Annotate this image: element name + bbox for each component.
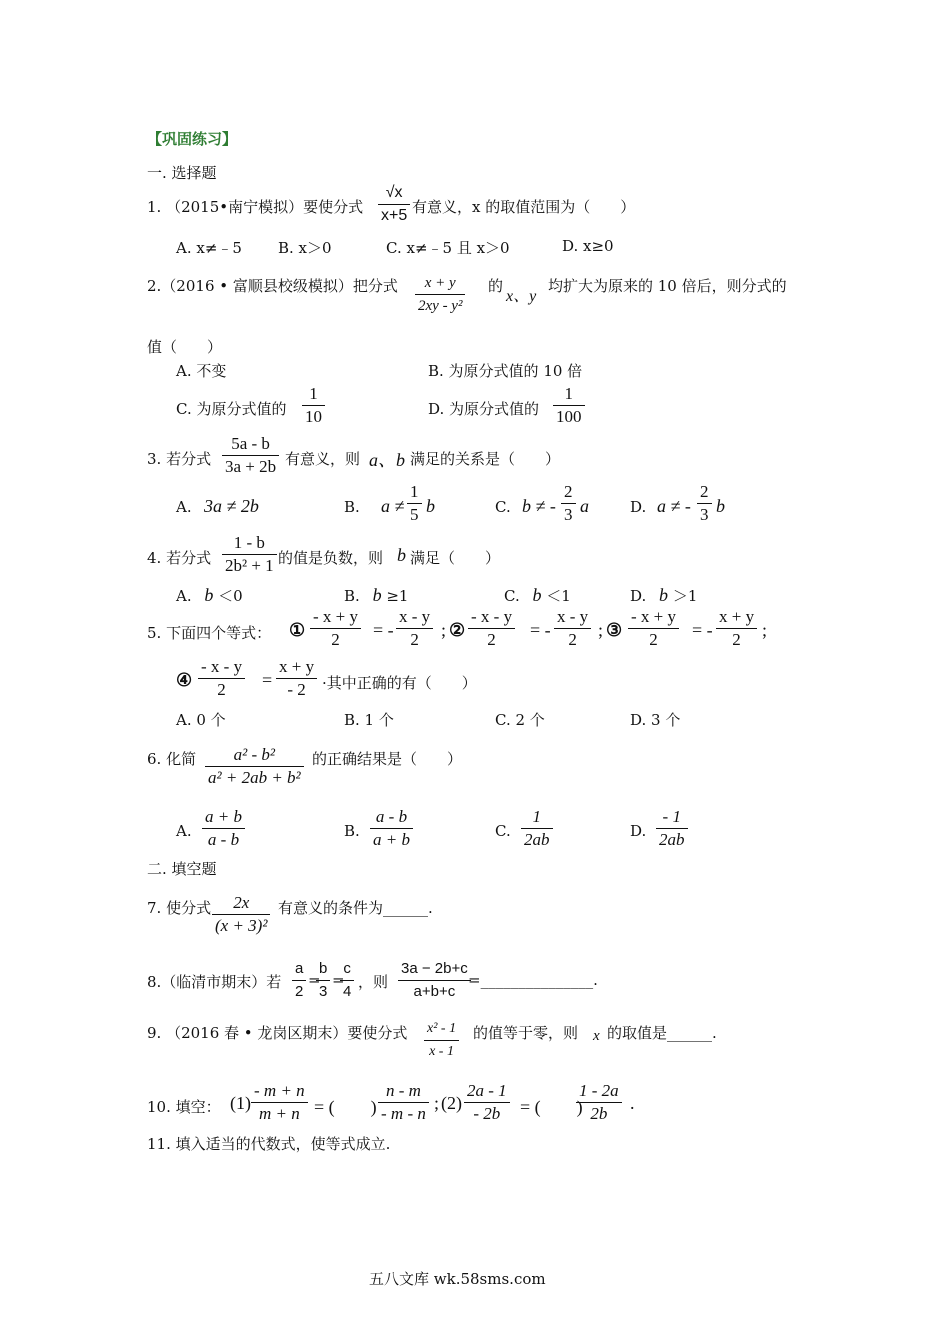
frac-num: 1 - b [233, 533, 265, 552]
q5-eq1-right [396, 606, 433, 651]
frac-den: 5 [410, 505, 419, 524]
frac-den: - m - n [381, 1104, 426, 1123]
q6-option-d-label: D. [630, 822, 647, 840]
q2-stem: 2.（2016 • 富顺县校级模拟）把分式 [147, 277, 398, 295]
q5-stem: 5. 下面四个等式： [147, 624, 272, 642]
q7-stem: 7. 使分式 [147, 899, 212, 917]
frac-num: 3a − 2b+c [401, 960, 468, 977]
option-rel: ＜1 [546, 587, 571, 605]
q3-option-b-post: b [426, 496, 435, 516]
q2-option-b: B. 为原分式值的 10 倍 [428, 362, 583, 380]
q4-option-b [344, 585, 408, 606]
q6-stem: 6. 化简 [147, 750, 197, 768]
q2-option-d: D. 为原分式值的 [428, 400, 540, 418]
q6-stem-tail: 的正确结果是（ ） [312, 750, 463, 768]
q3-stem-tail: 满足的关系是（ ） [410, 450, 561, 468]
frac-den: 100 [556, 407, 582, 426]
frac-den: 2 [487, 630, 496, 649]
q8-stem: 8.（临清市期末）若 [147, 973, 282, 991]
frac-den: m + n [258, 1104, 300, 1123]
frac-num: n - m [385, 1081, 421, 1100]
q3-vars: a、b [369, 450, 405, 470]
frac-den: 2b² + 1 [225, 556, 274, 575]
q2-option-c-fraction [302, 383, 325, 428]
option-var: b [204, 585, 214, 605]
q5-eq2-right [554, 606, 591, 651]
q4-option-a [176, 585, 243, 606]
q10-part2: (2) [441, 1093, 462, 1113]
q1-stem-tail: 有意义，x 的取值范围为（ ） [412, 198, 636, 216]
q10-eq-blank-1: = ( ) [314, 1097, 377, 1117]
q2-vars: x、y [506, 288, 537, 305]
q4-option-c [504, 585, 571, 606]
frac-den: a² + 2ab + b² [208, 768, 301, 787]
q5-eq4-right [276, 656, 317, 701]
q8-frac-c [340, 958, 354, 1003]
q3-option-d-label: D. [630, 498, 647, 516]
q4-fraction [222, 532, 277, 577]
q8-eq: = [308, 971, 321, 989]
q3-option-d-post: b [716, 496, 725, 516]
q2-frac-num: x + y [424, 275, 456, 291]
q2-stem-line2: 值（ ） [147, 338, 223, 356]
q3-option-a-expr: 3a ≠ 2b [204, 496, 259, 516]
frac-num: x + y [279, 657, 315, 676]
frac-num: c [343, 960, 351, 977]
q5-option-b: B. 1 个 [344, 711, 394, 729]
frac-num: x² - 1 [427, 1021, 457, 1036]
q6-option-c-label: C. [495, 822, 511, 840]
q10-frac-a [251, 1080, 308, 1125]
frac-num: x - y [557, 607, 589, 626]
q10-frac-b [378, 1080, 429, 1125]
option-var: b [372, 585, 382, 605]
q10-eq-blank-2: = ( ) [520, 1097, 583, 1117]
option-label: B. [344, 587, 360, 605]
frac-num: - m + n [254, 1081, 305, 1100]
q8-frac-b [316, 958, 330, 1003]
frac-den: 2 [331, 630, 340, 649]
frac-den: 2ab [524, 830, 550, 849]
q2-frac-den: 2xy - y² [418, 298, 463, 314]
q1-fraction [378, 182, 410, 227]
q3-option-c-post: a [580, 496, 589, 516]
section-title-choice: 一. 选择题 [147, 164, 217, 182]
frac-num: a + b [205, 807, 242, 826]
frac-den: 3 [319, 983, 328, 1000]
q6-option-b-label: B. [344, 822, 360, 840]
q9-stem-tail: 的取值是______. [607, 1024, 717, 1042]
q5-circle-2: ② [449, 620, 466, 640]
q8-frac-a [292, 958, 306, 1003]
q10-period: . [630, 1093, 635, 1113]
q6-option-d-fraction [656, 806, 688, 851]
q10-part1: (1) [230, 1093, 251, 1113]
q5-eq3-left [628, 606, 679, 651]
frac-den: (x + 3)² [215, 916, 268, 935]
frac-num: - x + y [313, 607, 358, 626]
option-rel: ＜0 [218, 587, 243, 605]
q4-stem: 4. 若分式 [147, 549, 212, 567]
frac-den: - 2b [473, 1104, 501, 1123]
q10-semicolon: ; [434, 1093, 440, 1113]
q5-semicolon: ; [762, 620, 768, 640]
q5-eq4-left [198, 656, 245, 701]
q3-option-c-fraction [561, 481, 576, 526]
frac-num: 1 - 2a [579, 1081, 619, 1100]
option-label: C. [504, 587, 520, 605]
q10-frac-c [464, 1080, 510, 1125]
q5-option-c: C. 2 个 [495, 711, 545, 729]
q5-circle-1: ① [289, 620, 306, 640]
frac-den: 10 [305, 407, 322, 426]
q2-option-a: A. 不变 [176, 362, 227, 380]
option-label: A. [176, 587, 192, 605]
frac-num: - x + y [631, 607, 676, 626]
frac-num: - 1 [662, 807, 681, 826]
q9-var: x [593, 1028, 600, 1044]
q5-semicolon: ; [441, 620, 447, 640]
frac-den: 2 [217, 680, 226, 699]
q4-var: b [397, 545, 406, 565]
option-var: b [659, 585, 669, 605]
q1-option-a: A. x≠﹣5 [176, 239, 242, 257]
q5-eq3-op: = - [692, 620, 713, 640]
q5-eq4-op: = [262, 670, 273, 690]
q2-fraction [415, 272, 465, 317]
section-title-fill: 二. 填空题 [147, 860, 217, 878]
q7-stem-tail: 有意义的条件为______. [278, 899, 433, 917]
q1-option-c: C. x≠﹣5 且 x＞0 [386, 239, 510, 257]
frac-num: x - y [399, 607, 431, 626]
q6-option-b-fraction [370, 806, 413, 851]
frac-num: a [295, 960, 304, 977]
q5-eq2-op: = - [530, 620, 551, 640]
q8-tail: =_______________. [468, 971, 598, 989]
frac-num: 2x [233, 893, 250, 912]
page-heading: 【巩固练习】 [147, 130, 238, 148]
q3-stem-mid: 有意义，则 [285, 450, 361, 468]
q3-stem: 3. 若分式 [147, 450, 212, 468]
frac-den: 2ab [659, 830, 685, 849]
q6-option-a-label: A. [176, 822, 192, 840]
frac-den: 2 [649, 630, 658, 649]
frac-den: 2 [295, 983, 304, 1000]
frac-den: - 2 [287, 680, 306, 699]
frac-den: 2 [732, 630, 741, 649]
q9-fraction [424, 1018, 459, 1063]
q5-option-d: D. 3 个 [630, 711, 681, 729]
frac-num: 1 [309, 384, 318, 403]
q4-stem-mid: 的值是负数，则 [278, 549, 384, 567]
q9-stem: 9. （2016 春 • 龙岗区期末）要使分式 [147, 1024, 408, 1042]
q2-stem-tail: 均扩大为原来的 10 倍后，则分式的 [548, 277, 787, 295]
frac-num: 1 [532, 807, 541, 826]
frac-den: 2 [568, 630, 577, 649]
q1-stem: 1. （2015•南宁模拟）要使分式 [147, 198, 364, 216]
q3-fraction [222, 433, 279, 478]
q5-eq3-right [716, 606, 757, 651]
q3-option-c-pre: b ≠ - [522, 496, 556, 516]
frac-den: 3 [700, 505, 709, 524]
q4-stem-tail: 满足（ ） [410, 549, 501, 567]
q5-circle-3: ③ [606, 620, 623, 640]
q8-mid: ，则 [358, 973, 389, 991]
q1-option-b: B. x＞0 [278, 239, 332, 257]
frac-den: 2 [410, 630, 419, 649]
q1-frac-den: x+5 [381, 207, 408, 224]
q2-of: 的 [488, 277, 504, 295]
q5-circle-4: ④ [176, 670, 193, 690]
q3-option-d-pre: a ≠ - [657, 496, 691, 516]
q8-eq: = [332, 971, 345, 989]
q3-option-b-label: B. [344, 498, 360, 516]
frac-den: 2b [590, 1104, 608, 1123]
q5-semicolon: ; [598, 620, 604, 640]
frac-num: - x - y [201, 657, 243, 676]
frac-den: a + b [373, 830, 410, 849]
q7-fraction [212, 892, 270, 937]
q3-option-d-fraction [697, 481, 712, 526]
frac-num: a² - b² [233, 745, 275, 764]
option-rel: ≥1 [386, 587, 409, 605]
frac-den: 3a + 2b [225, 457, 277, 476]
frac-num: 2a - 1 [467, 1081, 507, 1100]
frac-num: - x - y [471, 607, 513, 626]
q2-option-c: C. 为原分式值的 [176, 400, 287, 418]
frac-den: x - 1 [429, 1044, 454, 1059]
q5-eq1-op: = - [373, 620, 394, 640]
frac-num: x + y [719, 607, 755, 626]
frac-num: 1 [410, 482, 419, 501]
q9-stem-mid: 的值等于零，则 [473, 1024, 579, 1042]
q10-stem: 10. 填空： [147, 1098, 221, 1116]
q5-eq2-left [468, 606, 515, 651]
frac-den: 4 [343, 983, 352, 1000]
q8-frac-main [398, 958, 471, 1003]
q6-option-c-fraction [521, 806, 553, 851]
q5-stem-tail: ·其中正确的有（ ） [322, 674, 477, 692]
q5-eq1-left [310, 606, 361, 651]
question-11: 11. 填入适当的代数式，使等式成立. [147, 1135, 391, 1153]
option-label: D. [630, 587, 647, 605]
frac-den: a - b [207, 830, 240, 849]
q5-option-a: A. 0 个 [176, 711, 226, 729]
frac-num: a - b [375, 807, 408, 826]
q10-frac-d [576, 1080, 622, 1125]
frac-den: 3 [564, 505, 573, 524]
option-rel: ＞1 [672, 587, 698, 605]
frac-num: 5a - b [231, 434, 270, 453]
frac-num: 2 [564, 482, 573, 501]
q3-option-a-label: A. [176, 498, 192, 516]
q3-option-b-fraction [407, 481, 422, 526]
page-footer: 五八文库 wk.58sms.com [369, 1270, 546, 1288]
q6-option-a-fraction [202, 806, 245, 851]
q2-option-d-fraction [553, 383, 585, 428]
frac-den: a+b+c [413, 983, 456, 1000]
frac-num: 2 [700, 482, 709, 501]
q3-option-c-label: C. [495, 498, 511, 516]
frac-num: b [319, 960, 328, 977]
q6-fraction [205, 744, 304, 789]
q1-frac-num: √x [385, 184, 403, 201]
q1-option-d: D. x≥0 [562, 237, 614, 255]
q3-option-b-pre: a ≠ [381, 496, 405, 516]
q4-option-d [630, 585, 697, 606]
frac-num: 1 [564, 384, 573, 403]
option-var: b [532, 585, 542, 605]
